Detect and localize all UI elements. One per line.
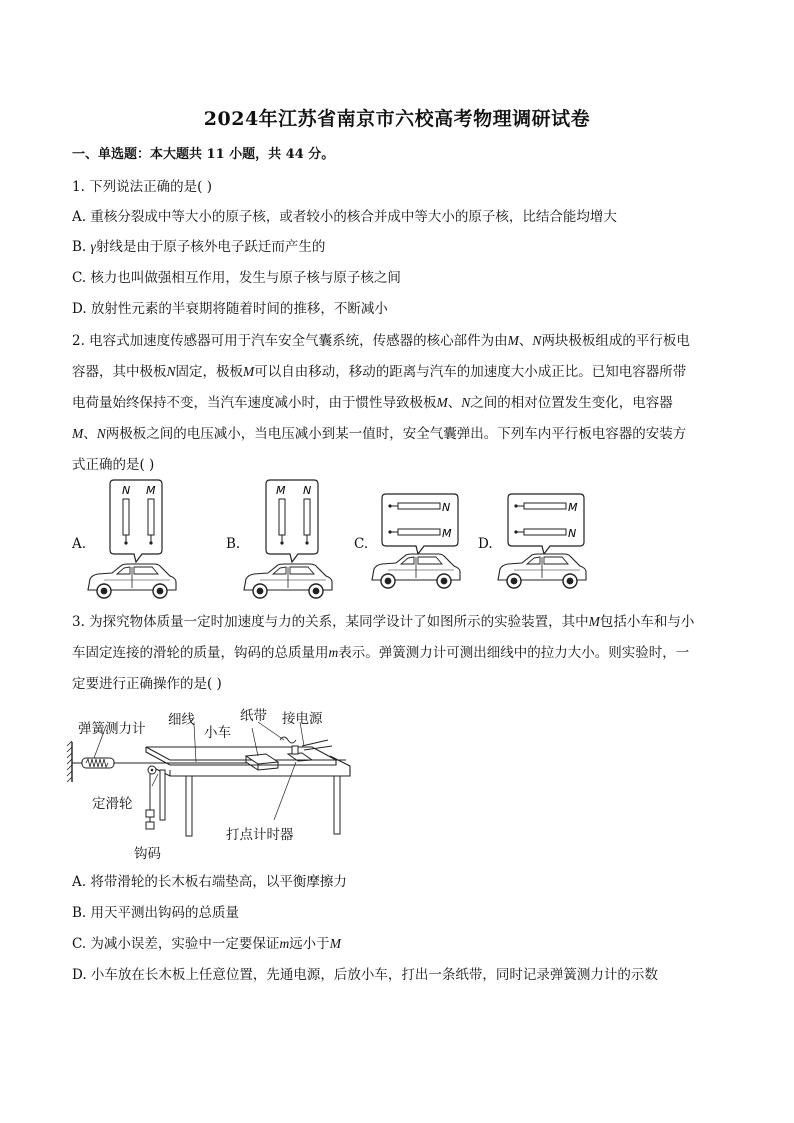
q3-stem-line-2: 车固定连接的滑轮的质量，钩码的总质量用m表示。弹簧测力计可测出细线中的拉力大小。则实验时，一	[72, 645, 690, 661]
plate-label-2: N	[303, 484, 312, 497]
q2-option-d-diagram	[494, 492, 594, 592]
plate-label-1: M	[276, 484, 286, 497]
plate-label-2: N	[568, 527, 577, 540]
label-hook-weights: 钩码	[134, 846, 161, 862]
pulley-icon	[148, 766, 156, 774]
q2-option-d-label: D.	[478, 536, 493, 552]
car-icon	[372, 554, 460, 588]
exam-title: 2024年江苏省南京市六校高考物理调研试卷	[203, 108, 591, 130]
plate-label-1: M	[568, 501, 578, 514]
q2-stem-line-2: 容器，其中极板N固定，极板M可以自由移动，移动的距离与汽车的加速度大小成正比。已知电容器所带	[72, 364, 687, 380]
plate-label-1: N	[442, 501, 451, 514]
q1-stem: 1. 下列说法正确的是( )	[72, 179, 212, 195]
plate-label-2: M	[442, 527, 452, 540]
q2-option-b-diagram	[240, 478, 340, 602]
q3-option-b: B. 用天平测出钩码的总质量	[72, 905, 240, 921]
q1-option-b: B. γ射线是由于原子核外电子跃迁而产生的	[72, 239, 326, 255]
q2-option-c-diagram	[368, 492, 468, 592]
label-tape: 纸带	[240, 708, 267, 724]
q3-option-c: C. 为减小误差，实验中一定要保证m远小于M	[72, 936, 341, 952]
q2-option-b-label: B.	[226, 536, 241, 552]
label-cart: 小车	[204, 725, 231, 741]
label-thread: 细线	[168, 712, 195, 728]
q2-stem-line-3: 电荷量始终保持不变，当汽车速度减小时，由于惯性导致极板M、N之间的相对位置发生变化，电容器	[72, 395, 673, 411]
label-spring-scale: 弹簧测力计	[78, 721, 146, 737]
q1-option-a: A. 重核分裂成中等大小的原子核，或者较小的核合并成中等大小的原子核，比结合能均增大	[72, 209, 617, 225]
car-icon	[88, 564, 176, 598]
plate-label-2: M	[146, 484, 156, 497]
car-icon	[244, 564, 332, 598]
q2-stem-line-5: 式正确的是( )	[72, 457, 155, 473]
q3-option-a: A. 将带滑轮的长木板右端垫高，以平衡摩擦力	[72, 874, 347, 890]
q2-stem-line-4: M、N两极板之间的电压减小，当电压减小到某一值时，安全气囊弹出。下列车内平行板电容器的安装方	[72, 426, 687, 442]
spring-scale-icon	[72, 758, 152, 768]
plate-label-1: N	[122, 484, 131, 497]
q2-stem-line-1: 2. 电容式加速度传感器可用于汽车安全气囊系统，传感器的核心部件为由M、N两块极板组成的平行板电	[72, 333, 690, 349]
q1-option-d: D. 放射性元素的半衰期将随着时间的推移，不断减小	[72, 301, 388, 317]
q3-option-d: D. 小车放在长木板上任意位置，先通电源，后放小车，打出一条纸带，同时记录弹簧测力计的示数	[72, 967, 658, 983]
car-icon	[498, 554, 586, 588]
q2-option-a-label: A.	[72, 536, 87, 552]
label-power: 接电源	[282, 711, 323, 727]
section-heading: 一、单选题：本大题共 11 小题，共 44 分。	[72, 147, 335, 162]
q2-option-c-label: C.	[354, 536, 369, 552]
q3-stem-line-1: 3. 为探究物体质量一定时加速度与力的关系，某同学设计了如图所示的实验装置，其中M包括小车和与小	[72, 614, 695, 630]
q3-stem-line-3: 定要进行正确操作的是( )	[72, 676, 222, 692]
q2-option-a-diagram	[84, 478, 184, 602]
label-pulley: 定滑轮	[92, 796, 133, 812]
q1-option-c: C. 核力也叫做强相互作用，发生与原子核与原子核之间	[72, 270, 401, 286]
label-timer: 打点计时器	[226, 827, 294, 843]
hook-weight-icon	[146, 774, 154, 829]
